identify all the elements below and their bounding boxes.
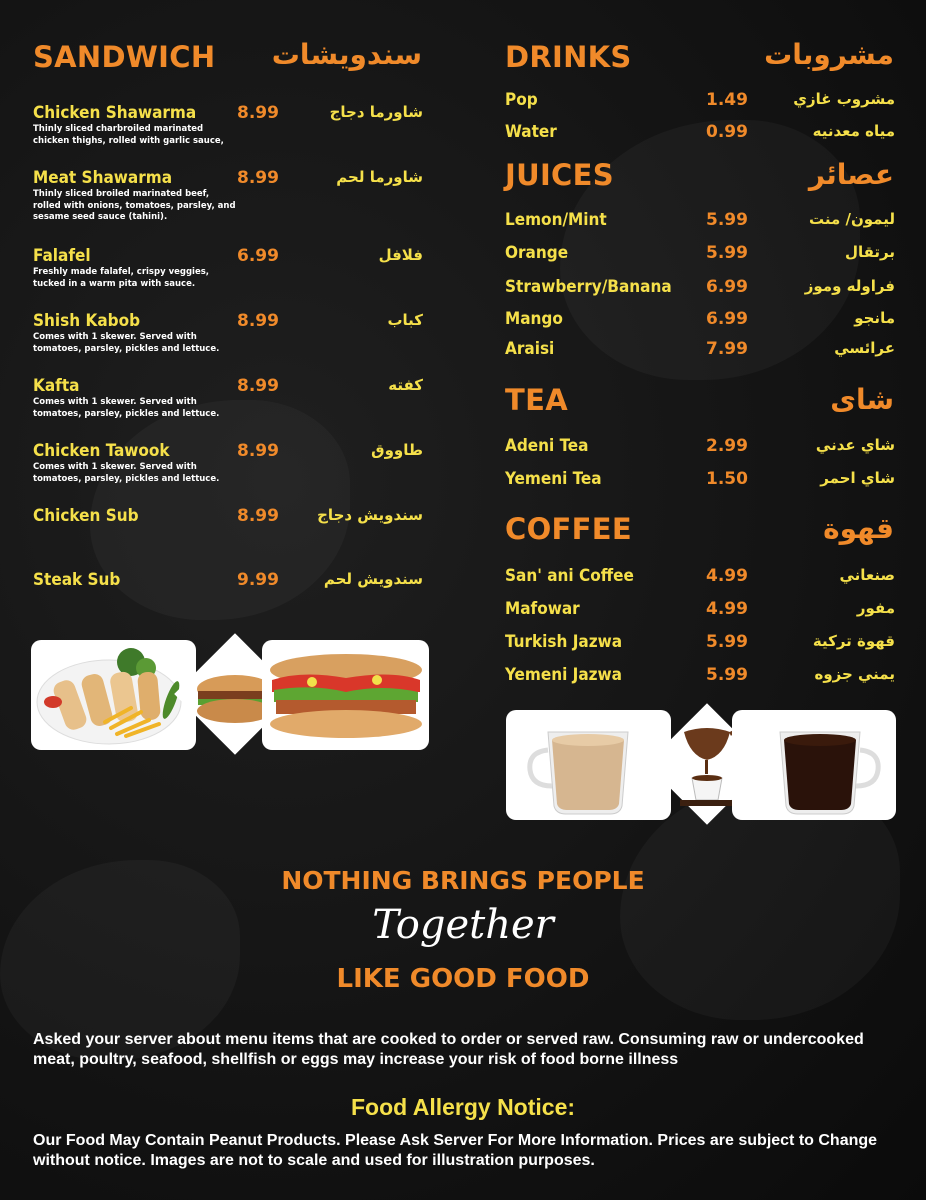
item-price: 8.99 bbox=[237, 168, 279, 188]
item-name: Chicken Sub bbox=[33, 506, 139, 526]
tea-heading: TEA bbox=[505, 383, 568, 417]
raw-food-warning: Asked your server about menu items that are cooked to order or served raw. Consuming raw or undercooked meat, poultry, seafood, shellfish or eggs may increase your risk of food borne illness bbox=[33, 1031, 864, 1068]
menu-item-water bbox=[505, 122, 895, 144]
menu-item-orange bbox=[505, 243, 895, 265]
item-name-arabic: فراوله وموز bbox=[804, 277, 895, 295]
item-description: Thinly sliced charbroiled marinated chicken thighs, rolled with garlic sauce, bbox=[33, 124, 224, 146]
item-name-arabic: شاي عدني bbox=[815, 436, 895, 454]
item-name-arabic: يمني جزوه bbox=[814, 665, 895, 683]
item-price: 9.99 bbox=[237, 570, 279, 590]
menu-item-yemeni-tea bbox=[505, 469, 895, 491]
menu-item-falafel bbox=[33, 246, 423, 292]
item-name: Chicken Shawarma bbox=[33, 103, 197, 123]
menu-item-shish-kabob bbox=[33, 311, 423, 357]
menu-item-adeni-tea bbox=[505, 436, 895, 458]
menu-item-mango bbox=[505, 309, 895, 331]
item-description: Comes with 1 skewer. Served with tomatoes, parsley, pickles and lettuce. bbox=[33, 462, 220, 484]
item-price: 6.99 bbox=[237, 246, 279, 266]
item-price: 1.49 bbox=[706, 90, 748, 110]
item-name-arabic: شاي احمر bbox=[820, 469, 895, 487]
menu-item-lemon-mint bbox=[505, 210, 895, 232]
item-name: Pop bbox=[505, 90, 538, 110]
item-description: Thinly sliced broiled marinated beef, rolled with onions, tomatoes, parsley, and sesame seed sauce (tahini). bbox=[33, 189, 236, 222]
item-price: 0.99 bbox=[706, 122, 748, 142]
item-price: 4.99 bbox=[706, 566, 748, 586]
item-price: 5.99 bbox=[706, 243, 748, 263]
menu-item-chicken-shawarma bbox=[33, 103, 423, 149]
item-price: 6.99 bbox=[706, 277, 748, 297]
item-name: Kafta bbox=[33, 376, 80, 396]
slogan-line-1: NOTHING BRINGS PEOPLE bbox=[281, 866, 645, 895]
item-name: Turkish Jazwa bbox=[505, 632, 623, 652]
sandwich-heading-arabic: سندويشات bbox=[271, 38, 422, 71]
item-name-arabic: شاورما دجاج bbox=[329, 103, 423, 121]
item-name: Araisi bbox=[505, 339, 555, 359]
item-name: San' ani Coffee bbox=[505, 566, 634, 586]
item-price: 8.99 bbox=[237, 376, 279, 396]
item-name-arabic: برتقال bbox=[844, 243, 895, 261]
tea-heading-arabic: شاى bbox=[830, 383, 894, 416]
item-name: Water bbox=[505, 122, 557, 142]
black-coffee-photo bbox=[732, 710, 896, 820]
allergy-notice-text: Our Food May Contain Peanut Products. Please Ask Server For More Information. Prices are subject to Change without notice. Images are not to scale and used for illustration purposes. bbox=[33, 1132, 878, 1169]
item-name: Strawberry/Banana bbox=[505, 277, 672, 297]
item-name: Falafel bbox=[33, 246, 91, 266]
sub-sandwich-image bbox=[262, 640, 429, 750]
menu-item-kafta bbox=[33, 376, 423, 422]
item-name-arabic: فلافل bbox=[378, 246, 423, 264]
menu-item-chicken-tawook bbox=[33, 441, 423, 487]
item-name: Shish Kabob bbox=[33, 311, 141, 331]
allergy-notice-title: Food Allergy Notice: bbox=[350, 1094, 576, 1120]
item-name: Steak Sub bbox=[33, 570, 121, 590]
coffee-heading: COFFEE bbox=[505, 512, 632, 546]
item-price: 8.99 bbox=[237, 506, 279, 526]
drinks-heading: DRINKS bbox=[505, 40, 632, 74]
black-coffee-image bbox=[732, 710, 896, 820]
slogan-line-3: LIKE GOOD FOOD bbox=[336, 964, 590, 994]
item-description: Freshly made falafel, crispy veggies, tucked in a warm pita with sauce. bbox=[33, 267, 210, 289]
menu-item-pop bbox=[505, 90, 895, 112]
item-name: Yemeni Jazwa bbox=[505, 665, 622, 685]
item-price: 5.99 bbox=[706, 210, 748, 230]
menu-item-steak-sub bbox=[33, 570, 423, 594]
item-name-arabic: عرائسي bbox=[834, 339, 895, 357]
item-name-arabic: صنعاني bbox=[839, 566, 895, 584]
item-name-arabic: كفته bbox=[388, 376, 423, 394]
shawarma-plate-image bbox=[31, 640, 196, 750]
item-name-arabic: شاورما لحم bbox=[336, 168, 423, 186]
menu-item-mafowar bbox=[505, 599, 895, 621]
menu-item-sanani-coffee bbox=[505, 566, 895, 588]
shawarma-plate-photo bbox=[31, 640, 196, 750]
item-name: Mafowar bbox=[505, 599, 580, 619]
sandwich-heading: SANDWICH bbox=[33, 40, 216, 74]
item-name-arabic: قهوة تركية bbox=[812, 632, 895, 650]
item-price: 7.99 bbox=[706, 339, 748, 359]
slogan-line-2: Together bbox=[372, 902, 554, 948]
drinks-heading-arabic: مشروبات bbox=[764, 38, 894, 71]
item-price: 5.99 bbox=[706, 632, 748, 652]
item-name: Yemeni Tea bbox=[505, 469, 602, 489]
sub-sandwich-photo bbox=[262, 640, 429, 750]
item-price: 2.99 bbox=[706, 436, 748, 456]
item-name: Lemon/Mint bbox=[505, 210, 607, 230]
menu-item-araisi bbox=[505, 339, 895, 361]
juices-heading: JUICES bbox=[505, 158, 614, 192]
item-name-arabic: ليمون/ منت bbox=[808, 210, 895, 228]
menu-item-meat-shawarma bbox=[33, 168, 423, 226]
item-description: Comes with 1 skewer. Served with tomatoes, parsley, pickles and lettuce. bbox=[33, 332, 220, 354]
item-description: Comes with 1 skewer. Served with tomatoes, parsley, pickles and lettuce. bbox=[33, 397, 220, 419]
item-name-arabic: سندويش لحم bbox=[323, 570, 423, 588]
item-name: Chicken Tawook bbox=[33, 441, 170, 461]
item-price: 8.99 bbox=[237, 311, 279, 331]
item-price: 8.99 bbox=[237, 103, 279, 123]
menu-item-turkish-jazwa bbox=[505, 632, 895, 654]
coffee-heading-arabic: قهوة bbox=[823, 512, 894, 545]
item-price: 8.99 bbox=[237, 441, 279, 461]
menu-item-chicken-sub bbox=[33, 506, 423, 530]
item-name-arabic: كباب bbox=[387, 311, 423, 329]
item-price: 5.99 bbox=[706, 665, 748, 685]
item-price: 4.99 bbox=[706, 599, 748, 619]
item-name-arabic: طاووق bbox=[371, 441, 423, 459]
juices-heading-arabic: عصائر bbox=[808, 158, 894, 191]
item-name-arabic: مانجو bbox=[854, 309, 895, 327]
item-price: 1.50 bbox=[706, 469, 748, 489]
item-name: Mango bbox=[505, 309, 563, 329]
item-name-arabic: سندويش دجاج bbox=[317, 506, 423, 524]
item-name-arabic: مياه معدنيه bbox=[812, 122, 895, 140]
menu-item-yemeni-jazwa bbox=[505, 665, 895, 687]
item-name-arabic: مشروب غازي bbox=[793, 90, 895, 108]
menu-item-strawberry-banana bbox=[505, 277, 895, 299]
item-name: Meat Shawarma bbox=[33, 168, 173, 188]
item-name: Adeni Tea bbox=[505, 436, 589, 456]
item-name: Orange bbox=[505, 243, 569, 263]
item-name-arabic: مفور bbox=[856, 599, 895, 617]
item-price: 6.99 bbox=[706, 309, 748, 329]
